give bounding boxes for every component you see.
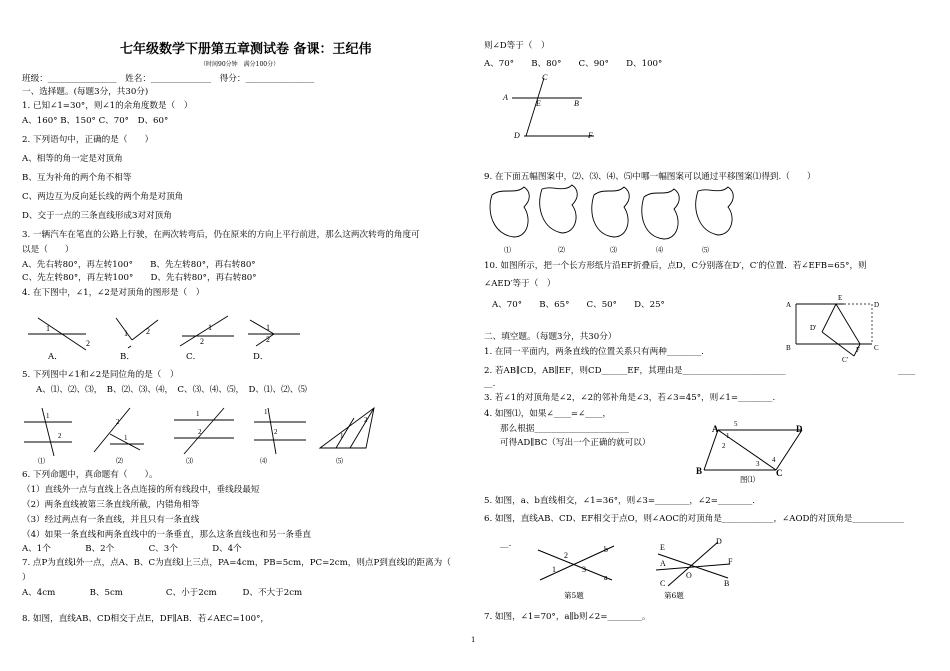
svg-text:1: 1 xyxy=(124,329,128,338)
q6-options: A、1个 B、2个 C、3个 D、4个 xyxy=(22,544,242,554)
q5-fig-5-label: ⑸ xyxy=(336,457,343,465)
q5-options: A、⑴、⑵、⑶， B、⑵、⑶、⑷， C、⑶、⑷、⑸， D、⑴、⑵、⑸ xyxy=(36,385,307,395)
q3-stem-cont: 以是（ ） xyxy=(22,245,74,255)
svg-text:1: 1 xyxy=(46,324,50,333)
svg-text:1: 1 xyxy=(264,408,268,416)
q9-stem: 9. 在下面五幅图案中，⑵、⑶、⑷、⑸中哪一幅图案可以通过平移图案⑴得到.（ ） xyxy=(484,172,816,182)
fill-q6-tail: __. xyxy=(500,539,512,549)
svg-text:2: 2 xyxy=(200,337,204,346)
fill-q5-angle-3: 3 xyxy=(582,565,586,574)
student-info-line: 班级：________________ 姓名：______________ 得分：________________ xyxy=(22,74,315,84)
q2-stem: 2. 下列语句中，正确的是（ ） xyxy=(22,135,154,145)
fill-q6-label-d: D xyxy=(716,537,722,546)
q10-stem: 10. 如图所示，把一个长方形纸片沿EF折叠后，点D，C分别落在D′，C′的位置．若∠EFB=65°，则 xyxy=(484,261,867,271)
q10-label-e: E xyxy=(838,294,843,302)
q8-label-c: C xyxy=(542,73,548,82)
q4-label-a: A． xyxy=(48,352,63,362)
fill-q5-angle-1: 1 xyxy=(552,565,556,574)
q7-stem-cont: ） xyxy=(22,573,31,583)
q8-label-b: B xyxy=(574,99,579,108)
svg-text:2: 2 xyxy=(116,418,120,426)
fill-q4-cont2: 可得AD∥BC（写出一个正确的就可以） xyxy=(500,438,651,448)
fill-q4-angle-5: 5 xyxy=(734,420,738,428)
q7-options: A、4cm B、5cm C、小于2cm D、不大于2cm xyxy=(22,588,303,598)
section-2-heading: 二、填空题。（每题3分，共30分） xyxy=(484,332,617,342)
page-number: 1 xyxy=(471,636,476,644)
q8-options: A、70° B、80° C、90° D、100° xyxy=(484,59,663,69)
q4-label-c: C． xyxy=(186,352,202,362)
q2-option-d: D、交于一点的三条直线形成3对对顶角 xyxy=(22,211,172,221)
fill-q6-label-b: B xyxy=(724,579,730,588)
q2-option-a: A、相等的角一定是对顶角 xyxy=(22,154,123,164)
q8-label-a: A xyxy=(503,93,508,102)
fill-q2-tail: __. xyxy=(484,379,496,389)
fill-q4-label-c: C xyxy=(776,468,783,478)
q5-fig-1-label: ⑴ xyxy=(38,457,45,465)
q10-label-d: D xyxy=(874,301,880,309)
svg-text:2: 2 xyxy=(198,428,202,436)
q6-stem: 6. 下列命题中，真命题有（ ）。 xyxy=(22,470,158,480)
fill-q3: 3. 若∠1的对顶角是∠2，∠2的邻补角是∠3，若∠3=45°，则∠1=________. xyxy=(484,393,776,403)
q5-fig-3-label: ⑶ xyxy=(186,457,193,465)
q10-label-c: C xyxy=(874,344,879,352)
fill-q5-angle-2: 2 xyxy=(564,551,568,560)
q8-label-d: D xyxy=(514,131,520,140)
fill-q2-blank-tail: ____ xyxy=(898,366,916,376)
q9-fig-3-label: ⑶ xyxy=(610,246,617,254)
q3-stem: 3. 一辆汽车在笔直的公路上行驶，在两次转弯后，仍在原来的方向上平行前进，那么这两次转弯的角度可 xyxy=(22,230,420,240)
q10-label-a: A xyxy=(786,301,792,309)
fill-q5-line-a: a xyxy=(604,573,608,582)
q2-option-c: C、两边互为反向延长线的两个角是对顶角 xyxy=(22,192,184,202)
q10-figure xyxy=(784,292,884,362)
fill-q4-angle-4: 4 xyxy=(772,456,776,464)
svg-text:1: 1 xyxy=(208,323,212,332)
q9-fig-4-label: ⑷ xyxy=(656,246,663,254)
fill-q5-figure xyxy=(534,540,624,588)
q8-stem: 8. 如图，直线AB、CD相交于点E，DF∥AB．若∠AEC=100°， xyxy=(22,614,270,624)
q10-label-dprime: D′ xyxy=(810,324,817,332)
svg-text:2: 2 xyxy=(146,327,150,336)
page-title: 七年级数学下册第五章测试卷 备课：王纪伟 xyxy=(120,42,372,57)
fill-q4-angle-2: 2 xyxy=(722,442,726,450)
fill-q4-label-b: B xyxy=(696,466,703,476)
q5-figures xyxy=(24,404,384,456)
fill-q4-label-a: A xyxy=(712,424,719,434)
q10-options: A、70° B、65° C、50° D、25° xyxy=(492,300,665,310)
svg-text:1: 1 xyxy=(46,412,50,420)
svg-text:1: 1 xyxy=(266,323,270,332)
q8-label-e: E xyxy=(536,99,541,108)
svg-text:1: 1 xyxy=(340,432,344,440)
fill-q4-label-d: D xyxy=(796,424,803,434)
fill-q1: 1. 在同一平面内，两条直线的位置关系只有两种________. xyxy=(484,347,704,357)
q10-label-f: F xyxy=(856,346,860,354)
q10-stem-cont: ∠AED′等于（ ） xyxy=(484,279,556,289)
fill-q5: 5. 如图，a、b直线相交，∠1=36°，则∠3=________，∠2=________. xyxy=(484,496,756,506)
section-1-heading: 一、选择题。(每题3分，共30分) xyxy=(22,87,149,97)
q7-stem: 7. 点P为直线l外一点，点A、B、C为直线l上三点，PA=4cm，PB=5cm，PC=2cm，则点P到直线l的距离为（ xyxy=(22,558,451,568)
q4-label-b: B． xyxy=(120,352,135,362)
svg-text:2: 2 xyxy=(266,335,270,344)
q9-fig-5-label: ⑸ xyxy=(702,246,709,254)
fill-q2: 2. 若AB∥CD，AB∥EF，则CD______EF，其理由是________________________ xyxy=(484,366,786,376)
q5-stem: 5. 下列图中∠1和∠2是同位角的是（ ） xyxy=(22,370,179,380)
page-subtitle: （时间90分钟 满分100分） xyxy=(200,61,280,68)
q3-options-ab: A、先右转80°，再左转100° B、先左转80°，再右转80° xyxy=(22,260,256,270)
q10-label-b: B xyxy=(786,344,791,352)
q9-figures xyxy=(484,185,794,247)
q10-label-cprime: C′ xyxy=(842,356,849,364)
q6-item-1: （1）直线外一点与直线上各点连接的所有线段中，垂线段最短 xyxy=(22,485,260,495)
fill-q4-angle-3: 3 xyxy=(756,460,760,468)
fill-q4-angle-1: 1 xyxy=(726,432,730,440)
fill-q6-label-a: A xyxy=(660,559,666,568)
fill-q6-label-o: O xyxy=(686,571,692,580)
q5-fig-4-label: ⑷ xyxy=(260,457,267,465)
fill-q5-line-b: b xyxy=(604,545,608,554)
q6-item-3: （3）经过两点有一条直线，并且只有一条直线 xyxy=(22,515,200,525)
fill-q4-cont: 那么根据______________________ xyxy=(500,424,629,434)
q6-item-4: （4）如果一条直线和两条直线中的一条垂直，那么这条直线也和另一条垂直 xyxy=(22,530,312,540)
q8-label-f: F xyxy=(588,131,593,140)
svg-text:1: 1 xyxy=(196,410,200,418)
svg-text:2: 2 xyxy=(86,339,90,348)
q5-fig-2-label: ⑵ xyxy=(116,457,123,465)
fill-q6-caption: 第6题 xyxy=(664,591,684,600)
q1-options: A、160° B、150° C、70° D、60° xyxy=(22,116,169,126)
svg-text:2: 2 xyxy=(58,432,62,440)
svg-text:1: 1 xyxy=(124,434,128,442)
fill-q4-figure-caption: 图⑴ xyxy=(740,475,755,484)
svg-text:2: 2 xyxy=(274,428,278,436)
fill-q4: 4. 如图⑴，如果∠____=∠____， xyxy=(484,409,612,419)
fill-q6-label-e: E xyxy=(660,543,665,552)
q8-figure xyxy=(500,72,610,144)
q3-options-cd: C、先左转80°，再左转100° D、先右转80°，再右转80° xyxy=(22,273,257,283)
fill-q6-label-f: F xyxy=(728,557,733,566)
fill-q6-label-c: C xyxy=(660,579,666,588)
svg-text:2: 2 xyxy=(364,416,368,424)
q6-item-2: （2）两条直线被第三条直线所截，内错角相等 xyxy=(22,500,200,510)
q1-stem: 1. 已知∠1=30°，则∠1的余角度数是（ ） xyxy=(22,101,193,111)
q9-fig-2-label: ⑵ xyxy=(558,246,565,254)
q9-fig-1-label: ⑴ xyxy=(504,246,511,254)
fill-q7: 7. 如图，∠1=70°，a∥b则∠2=________。 xyxy=(484,612,651,622)
q4-stem: 4. 在下图中，∠1，∠2是对顶角的图形是（ ） xyxy=(22,288,205,298)
fill-q6-figure xyxy=(652,537,742,588)
fill-q6: 6. 如图，直线AB、CD、EF相交于点O，则∠AOC的对顶角是____________，∠AOD的对顶角是____________ xyxy=(484,514,904,524)
fill-q5-caption: 第5题 xyxy=(564,591,584,600)
q8-stem-cont: 则∠D等于（ ） xyxy=(484,41,550,51)
q2-option-b: B、互为补角的两个角不相等 xyxy=(22,173,132,183)
q4-label-d: D． xyxy=(253,352,269,362)
